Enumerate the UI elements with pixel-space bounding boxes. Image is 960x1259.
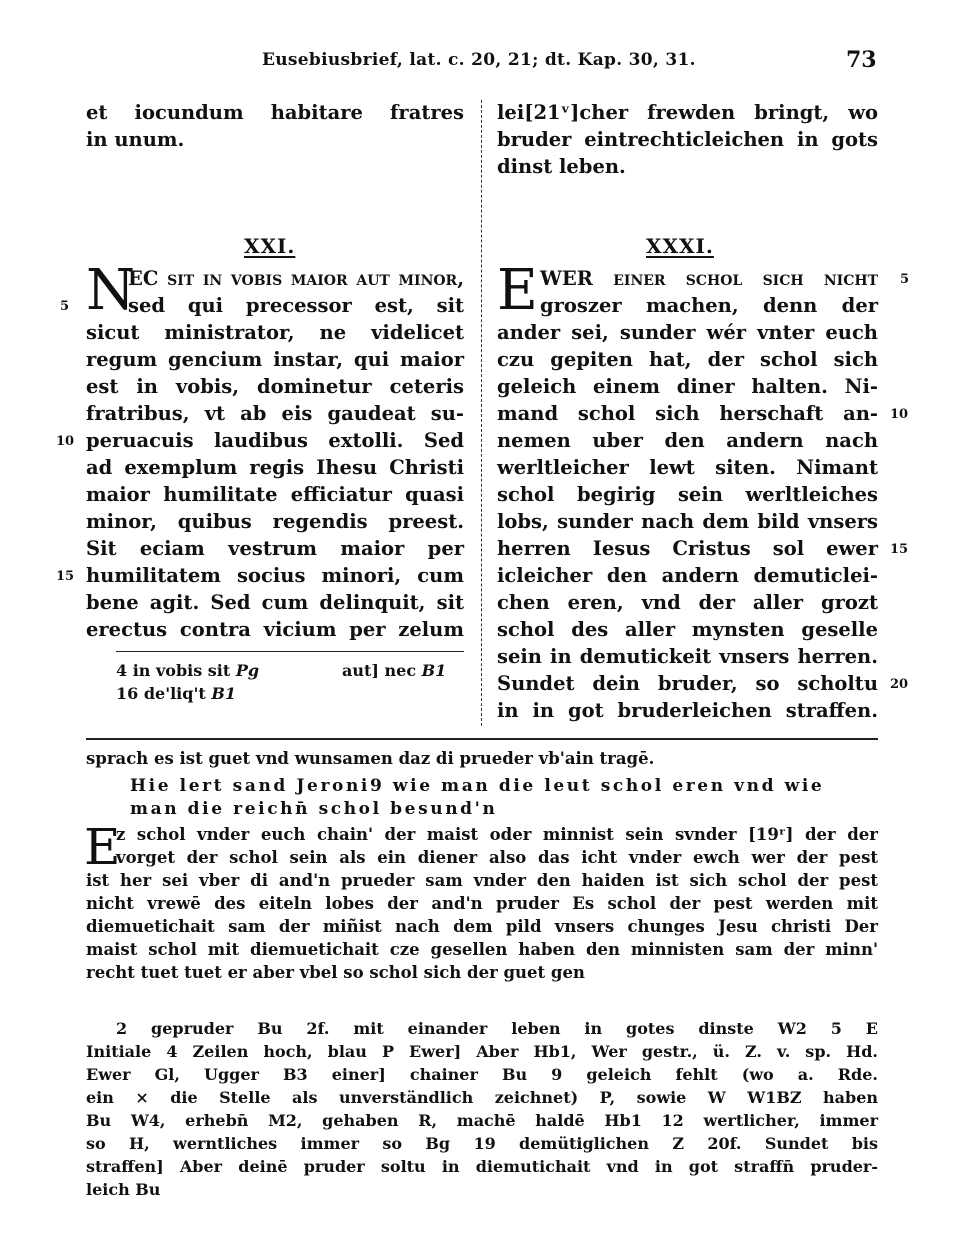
line-number: 10 — [890, 407, 909, 422]
left-text-line: fratribus, vt ab eis gaudeat su- — [86, 402, 464, 425]
left-text-line: Sit eciam vestrum maior per — [86, 537, 464, 560]
gloss-separator — [86, 738, 878, 740]
right-text-line: chen eren, vnd der aller grozt — [497, 591, 878, 614]
right-text-line: werltleicher lewt siten. Nimant — [497, 456, 878, 479]
line-number: 10 — [56, 434, 75, 449]
gloss-line: nicht vrewē des eiteln lobes der and'n pruder Es schol der pest werden mit — [86, 894, 878, 913]
right-text-line: Sundet dein bruder, so scholtu — [497, 672, 878, 695]
right-text-line: czu gepiten hat, der schol sich — [497, 348, 878, 371]
apparatus-line: Ewer Gl, Ugger B3 einer] chainer Bu 9 geleich fehlt (wo a. Rde. — [86, 1065, 878, 1084]
drop-initial-e: E — [497, 258, 538, 323]
page-number: 73 — [846, 47, 877, 73]
gloss-line: maist schol mit diemuetichait cze gesellen haben den minnisten sam der minn' — [86, 940, 878, 959]
right-top-line: bruder eintrechticleichen in gots — [497, 128, 878, 151]
right-top-line: lei[21ᵛ]cher frewden bringt, wo — [497, 101, 878, 124]
line-number: 15 — [890, 542, 909, 557]
footnote-rule — [116, 651, 464, 652]
right-text-line: ander sei, sunder wér vnter euch — [497, 321, 878, 344]
drop-initial-n: N — [86, 258, 135, 323]
gloss-rubric-line: man die reichn̄ schol besund'n — [130, 799, 498, 819]
right-text-line: lobs, sunder nach dem bild vnsers — [497, 510, 878, 533]
left-top-line: in unum. — [86, 128, 185, 151]
left-text-line: maior humilitate efficiatur quasi — [86, 483, 464, 506]
footnote-line: aut] nec B1 — [342, 661, 447, 680]
section-heading-xxxi: XXXI. — [646, 234, 714, 258]
section-heading-xxi: XXI. — [244, 234, 296, 258]
left-text-line: EC sit in vobis maior aut minor, — [128, 267, 464, 290]
right-text-line: geleich einem diner halten. Ni- — [497, 375, 878, 398]
gloss-line: diemuetichait sam der miñist nach dem pild vnsers chunges Jesu christi Der — [86, 917, 878, 936]
left-text-line: bene agit. Sed cum delinquit, sit — [86, 591, 464, 614]
left-text-line: humilitatem socius minori, cum — [86, 564, 464, 587]
apparatus-line: leich Bu — [86, 1180, 161, 1199]
apparatus-line: 2 gepruder Bu 2f. mit einander leben in gotes dinste W2 5 E — [116, 1019, 878, 1038]
right-text-line: in in got bruderleichen straffen. — [497, 699, 878, 722]
right-text-line: nemen uber den andern nach — [497, 429, 878, 452]
line-number: 15 — [56, 569, 75, 584]
right-text-line: schol begirig sein werltleiches — [497, 483, 878, 506]
right-top-line: dinst leben. — [497, 155, 626, 178]
left-text-line: ad exemplum regis Ihesu Christi — [86, 456, 464, 479]
right-text-line: WER einer schol sich nicht — [540, 267, 878, 290]
left-top-line: et iocundum habitare fratres — [86, 101, 464, 124]
line-number: 20 — [890, 677, 909, 692]
right-text-line: herren Iesus Cristus sol ewer — [497, 537, 878, 560]
gloss-line: recht tuet tuet er aber vbel so schol sich der guet gen — [86, 963, 585, 982]
gloss-rubric-line: Hie lert sand Jeroni9 wie man die leut schol eren vnd wie — [130, 776, 825, 796]
line-number: 5 — [60, 299, 70, 314]
left-text-line: minor, quibus regendis preest. — [86, 510, 464, 533]
gloss-drop-initial-e: E — [84, 818, 121, 876]
left-text-line: est in vobis, dominetur ceteris — [86, 375, 464, 398]
right-text-line: sein in demutickeit vnsers herren. — [497, 645, 878, 668]
footnote-line: 4 in vobis sit Pg — [116, 661, 260, 680]
gloss-line: vorget der schol sein als ein diener also das icht vnder ewch wer der pest — [116, 848, 878, 867]
footnote-line: 16 de'liq't B1 — [116, 684, 236, 703]
apparatus-line: so H, werntliches immer so Bg 19 demütiglichen Z 20f. Sundet bis — [86, 1134, 878, 1153]
gloss-line: z schol vnder euch chain' der maist oder minnist sein svnder [19ʳ] der der — [116, 825, 878, 844]
right-text-line: mand schol sich herschaft an- — [497, 402, 878, 425]
apparatus-line: Bu W4, erhebn̄ M2, gehaben R, machē haldē Hb1 12 wertlicher, immer — [86, 1111, 878, 1130]
running-title: Eusebiusbrief, lat. c. 20, 21; dt. Kap. 30, 31. — [262, 50, 696, 70]
gloss-first-line: sprach es ist guet vnd wunsamen daz di prueder vb'ain tragē. — [86, 749, 655, 768]
gloss-line: ist her sei vber di and'n prueder sam vnder den haiden ist sich schol der pest — [86, 871, 878, 890]
apparatus-line: ein × die Stelle als unverständlich zeichnet) P, sowie W W1BZ haben — [86, 1088, 878, 1107]
right-text-line: groszer machen, denn der — [540, 294, 878, 317]
column-divider — [481, 100, 482, 726]
right-text-line: icleicher den andern demuticlei- — [497, 564, 878, 587]
left-text-line: sed qui precessor est, sit — [128, 294, 464, 317]
line-number: 5 — [900, 272, 910, 287]
right-text-line: schol des aller mynsten geselle — [497, 618, 878, 641]
left-text-line: erectus contra vicium per zelum — [86, 618, 464, 641]
left-text-line: regum gencium instar, qui maior — [86, 348, 464, 371]
left-text-line: sicut ministrator, ne videlicet — [86, 321, 464, 344]
apparatus-line: Initiale 4 Zeilen hoch, blau P Ewer] Aber Hb1, Wer gestr., ü. Z. v. sp. Hd. — [86, 1042, 878, 1061]
left-text-line: peruacuis laudibus extolli. Sed — [86, 429, 464, 452]
apparatus-line: straffen] Aber deinē pruder soltu in diemutichait vnd in got straffn̄ pruder- — [86, 1157, 878, 1176]
